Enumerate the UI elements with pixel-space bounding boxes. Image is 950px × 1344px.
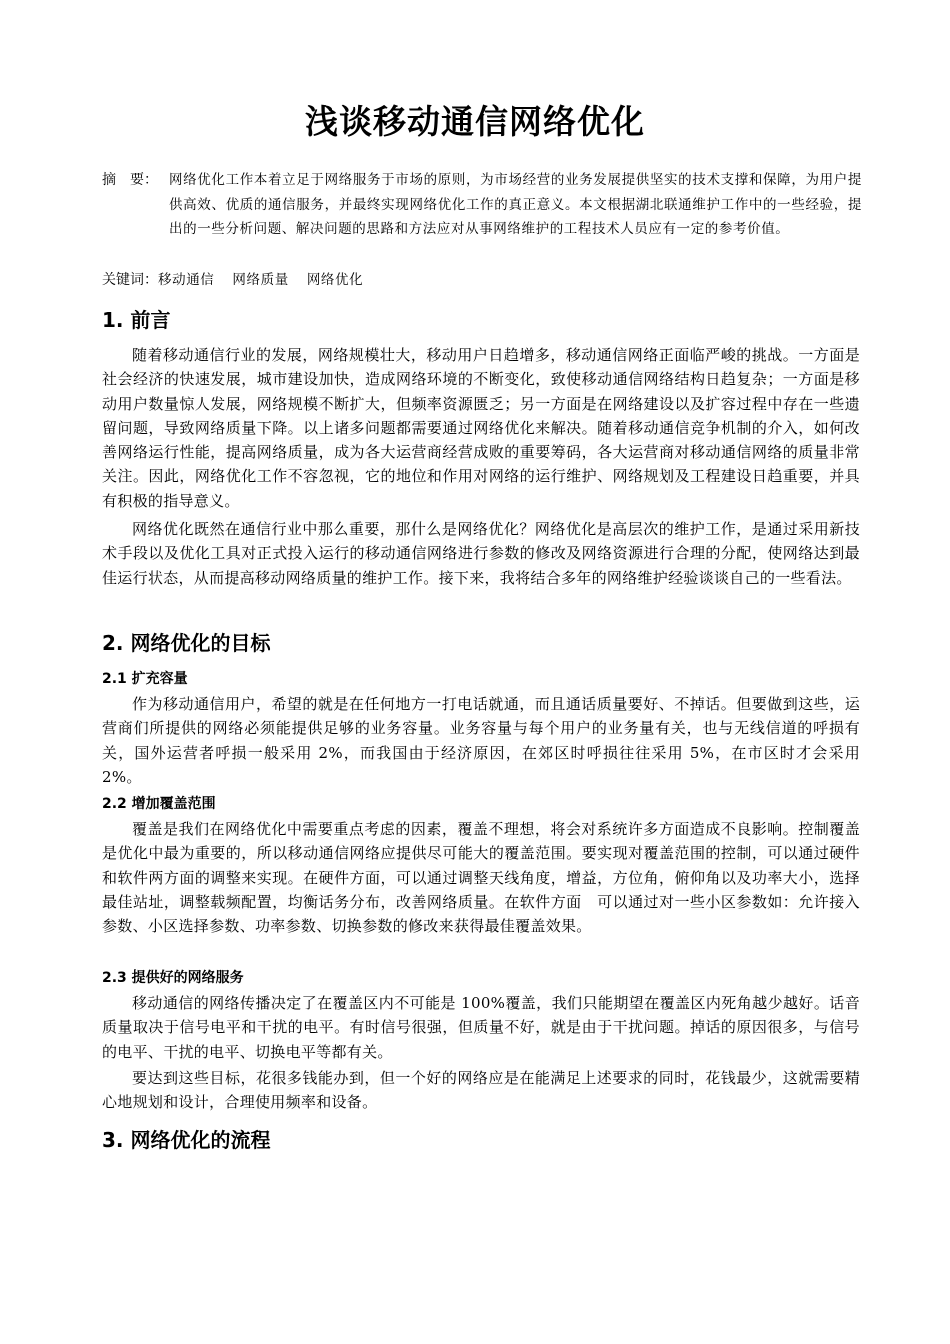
keyword: 网络优化 [306, 272, 364, 288]
paragraph: 移动通信的网络传播决定了在覆盖区内不可能是 100%覆盖，我们只能期望在覆盖区内死角越少越好。话音质量取决于信号电平和干扰的电平。有时信号很强，但质量不好，就是由于干扰问题。掉话的原因很多，与信号的电平、干扰的电平、切换电平等都有关。 [102, 994, 860, 1061]
section-heading-intro: 1. 前言 [102, 308, 171, 332]
paragraph: 随着移动通信行业的发展，网络规模壮大，移动用户日趋增多，移动通信网络正面临严峻的挑战。一方面是社会经济的快速发展，城市建设加快，造成网络环境的不断变化，致使移动通信网络结构日趋复杂；一方面是移动用户数量惊人发展，网络规模不断扩大，但频率资源匮乏；另一方面是在网络建设以及扩容过程中存在一些遗留问题，导致网络质量下降。以上诸多问题都需要通过网络优化来解决。随着移动通信竞争机制的介入，如何改善网络运行性能，提高网络质量，成为各大运营商经营成败的重要筹码，各大运营商对移动通信网络的质量非常关注。因此，网络优化工作不容忽视，它的地位和作用对网络的运行维护、网络规划及工程建设日趋重要，并具有积极的指导意义。 [102, 346, 860, 510]
paragraph: 网络优化既然在通信行业中那么重要，那什么是网络优化？网络优化是高层次的维护工作，是通过采用新技术手段以及优化工具对正式投入运行的移动通信网络进行参数的修改及网络资源进行合理的分配，使网络达到最佳运行状态，从而提高移动网络质量的维护工作。接下来，我将结合多年的网络维护经验谈谈自己的一些看法。 [102, 520, 860, 587]
abstract-block [102, 168, 862, 242]
keywords-label: 关键词： [102, 272, 158, 288]
subsection-heading: 2.2 增加覆盖范围 [102, 796, 216, 812]
paragraph: 覆盖是我们在网络优化中需要重点考虑的因素，覆盖不理想，将会对系统许多方面造成不良影响。控制覆盖是优化中最为重要的，所以移动通信网络应提供尽可能大的覆盖范围。要实现对覆盖范围的控制，可以通过硬件和软件两方面的调整来实现。在硬件方面，可以通过调整天线角度，增益，方位角，俯仰角以及功率大小，选择最佳站址，调整载频配置，均衡话务分布，改善网络质量。在软件方面 可以通过对一些小区参数如：允许接入参数、小区选择参数、功率参数、切换参数的修改来获得最佳覆盖效果。 [102, 820, 860, 936]
section-heading-goals: 2. 网络优化的目标 [102, 631, 271, 655]
paragraph: 要达到这些目标，花很多钱能办到，但一个好的网络应是在能满足上述要求的同时，花钱最少，这就需要精心地规划和设计，合理使用频率和设备。 [102, 1069, 860, 1112]
abstract-label: 摘 要： [102, 172, 158, 188]
keyword: 网络质量 [232, 272, 289, 288]
subsection-heading: 2.3 提供好的网络服务 [102, 970, 244, 986]
paragraph: 作为移动通信用户，希望的就是在任何地方一打电话就通，而且通话质量要好、不掉话。但要做到这些，运营商们所提供的网络必须能提供足够的业务容量。业务容量与每个用户的业务量有关，也与无线信道的呼损有关，国外运营者呼损一般采用 2%，而我国由于经济原因，在郊区时呼损往往采用 5%，在市区时才会采用 2%。 [102, 695, 860, 786]
section-heading-process: 3. 网络优化的流程 [102, 1128, 271, 1152]
abstract-text: 网络优化工作本着立足于网络服务于市场的原则，为市场经营的业务发展提供坚实的技术支撑和保障，为用户提供高效、优质的通信服务，并最终实现网络优化工作的真正意义。本文根据湖北联通维护工作中的一些经验，提出的一些分析问题、解决问题的思路和方法应对从事网络维护的工程技术人员应有一定的参考价值。 [169, 172, 862, 237]
keyword: 移动通信 [158, 272, 215, 288]
subsection-heading: 2.1 扩充容量 [102, 671, 188, 687]
keywords-line [102, 268, 381, 292]
document-title: 浅谈移动通信网络优化 [305, 102, 645, 141]
